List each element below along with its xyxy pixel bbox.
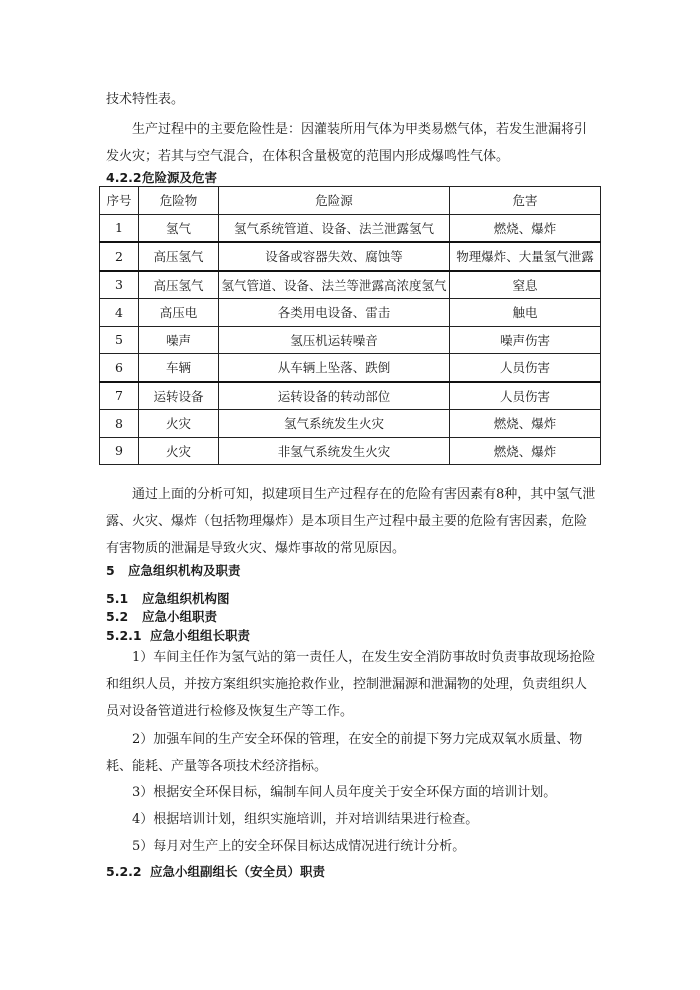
table-cell: 车辆 [139, 354, 219, 382]
table-cell: 运转设备的转动部位 [219, 382, 450, 410]
section-title: 应急组织机构及职责 [128, 563, 241, 578]
table-cell: 7 [100, 382, 139, 410]
section-5-2-1-heading [106, 626, 250, 644]
table-cell: 4 [100, 299, 139, 327]
table-cell: 设备或容器失效、腐蚀等 [219, 242, 450, 271]
table-cell: 燃烧、爆炸 [450, 437, 601, 465]
duty-item: 1）车间主任作为氢气站的第一责任人，在发生安全消防事故时负责事故现场抢险和组织人员，并按方案组织实施抢救作业，控制泄漏源和泄漏物的处理，负责组织人员对设备管道进行检修及恢复生产等工作。 [106, 650, 596, 719]
table-row [100, 326, 601, 354]
section-5-2-heading [106, 607, 217, 625]
table-cell: 各类用电设备、雷击 [219, 299, 450, 327]
section-number: 5.2.1 [106, 628, 142, 643]
table-cell: 火灾 [139, 410, 219, 438]
table-cell: 触电 [450, 299, 601, 327]
section-number: 4.2.2 [106, 170, 142, 185]
section-title: 应急小组副组长（安全员）职责 [150, 864, 326, 879]
section-5-heading [106, 561, 241, 579]
section-number: 5.2 [106, 609, 129, 624]
table-cell: 窒息 [450, 271, 601, 299]
section-number: 5.1 [106, 591, 129, 606]
section-number: 5 [106, 563, 115, 578]
table-cell: 噪声 [139, 326, 219, 354]
table-cell: 从车辆上坠落、跌倒 [219, 354, 450, 382]
table-cell: 2 [100, 242, 139, 271]
table-row [100, 410, 601, 438]
table-cell: 人员伤害 [450, 354, 601, 382]
table-cell: 氢气系统发生火灾 [219, 410, 450, 438]
table-cell: 氢气 [139, 214, 219, 242]
danger-paragraph: 生产过程中的主要危险性是：因灌装所用气体为甲类易燃气体，若发生泄漏将引发火灾；若其与空气混合，在体积含量极宽的范围内形成爆鸣性气体。 [106, 122, 588, 164]
header-cell: 危害 [450, 187, 601, 215]
intro-line: 技术特性表。 [106, 92, 185, 107]
duty-item: 2）加强车间的生产安全环保的管理，在安全的前提下努力完成双氧水质量、物耗、能耗、产量等各项技术经济指标。 [106, 732, 583, 774]
table-cell: 8 [100, 410, 139, 438]
table-row [100, 214, 601, 242]
table-header-row [100, 187, 601, 215]
table-cell: 5 [100, 326, 139, 354]
duty-item: 5）每月对生产上的安全环保目标达成情况进行统计分析。 [132, 839, 466, 854]
section-4-2-2-heading [106, 168, 217, 186]
table-cell: 燃烧、爆炸 [450, 410, 601, 438]
table-cell: 人员伤害 [450, 382, 601, 410]
table-cell: 1 [100, 214, 139, 242]
table-cell: 氢气管道、设备、法兰等泄露高浓度氢气 [219, 271, 450, 299]
table-cell: 3 [100, 271, 139, 299]
table-cell: 非氢气系统发生火灾 [219, 437, 450, 465]
table-row [100, 382, 601, 410]
header-cell: 危险源 [219, 187, 450, 215]
section-title: 危险源及危害 [142, 170, 218, 185]
section-5-1-heading [106, 589, 230, 607]
table-cell: 噪声伤害 [450, 326, 601, 354]
section-title: 应急组织机构图 [142, 591, 230, 606]
table-cell: 氢压机运转噪音 [219, 326, 450, 354]
table-cell: 氢气系统管道、设备、法兰泄露氢气 [219, 214, 450, 242]
table-cell: 运转设备 [139, 382, 219, 410]
table-cell: 高压氢气 [139, 271, 219, 299]
table-cell: 火灾 [139, 437, 219, 465]
table-row [100, 271, 601, 299]
section-title: 应急小组职责 [142, 609, 218, 624]
section-number: 5.2.2 [106, 864, 142, 879]
hazard-table [99, 186, 601, 465]
table-cell: 燃烧、爆炸 [450, 214, 601, 242]
table-row [100, 354, 601, 382]
table-row [100, 299, 601, 327]
table-row [100, 437, 601, 465]
header-cell: 危险物 [139, 187, 219, 215]
table-cell: 高压氢气 [139, 242, 219, 271]
table-row [100, 242, 601, 271]
header-cell: 序号 [100, 187, 139, 215]
table-cell: 物理爆炸、大量氢气泄露 [450, 242, 601, 271]
table-cell: 9 [100, 437, 139, 465]
table-cell: 高压电 [139, 299, 219, 327]
table-cell: 6 [100, 354, 139, 382]
duty-item: 3）根据安全环保目标，编制车间人员年度关于安全环保方面的培训计划。 [132, 785, 557, 800]
section-title: 应急小组组长职责 [150, 628, 251, 643]
analysis-paragraph: 通过上面的分析可知，拟建项目生产过程存在的危险有害因素有8种，其中氢气泄露、火灾、爆炸（包括物理爆炸）是本项目生产过程中最主要的危险有害因素，危险有害物质的泄漏是导致火灾、爆炸事故的常见原因。 [106, 487, 596, 556]
duty-item: 4）根据培训计划，组织实施培训，并对培训结果进行检查。 [132, 812, 479, 827]
section-5-2-2-heading [106, 862, 325, 880]
